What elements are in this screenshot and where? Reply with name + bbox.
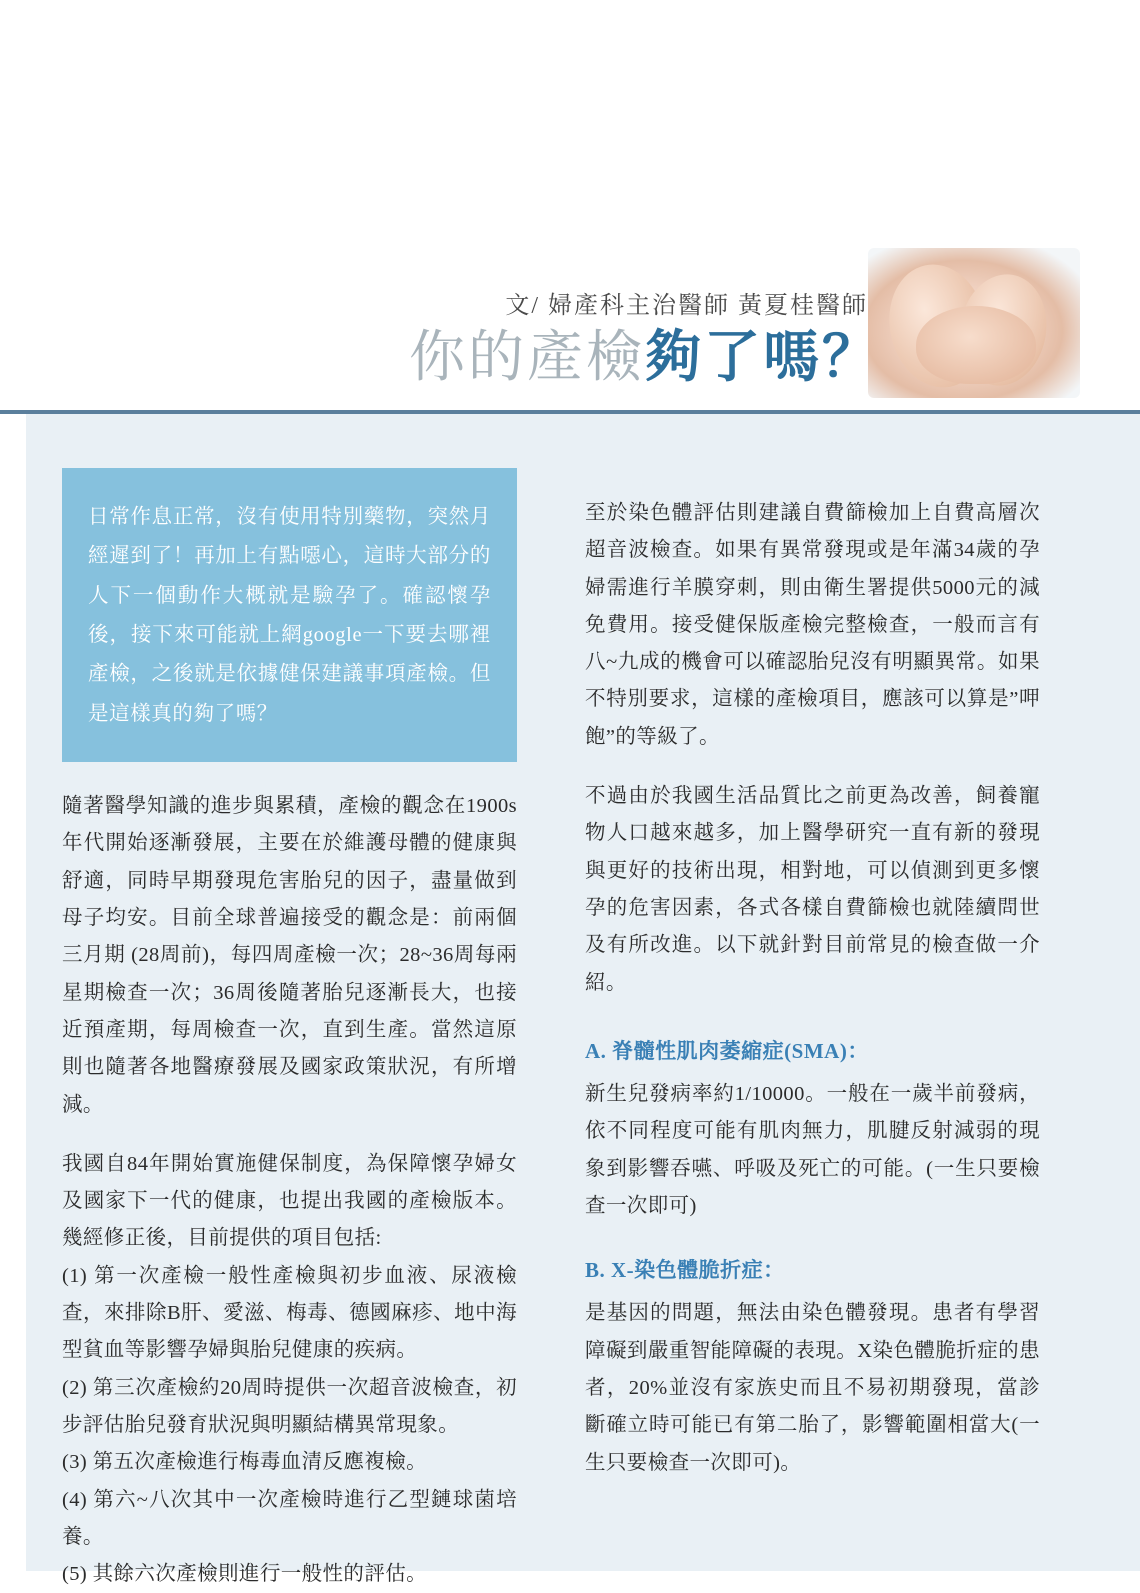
list-item: (4) 第六~八次其中一次產檢時進行乙型鏈球菌培養。 — [62, 1488, 517, 1548]
list-item: (5) 其餘六次產檢則進行一般性的評估。 — [62, 1563, 428, 1586]
baby-feet-photo — [868, 248, 1080, 398]
section-text-sma: 新生兒發病率約1/10000。一般在一歲半前發病，依不同程度可能有肌肉無力，肌腱反射減弱的現象到影響吞嚥、呼吸及死亡的可能。(一生只要檢查一次即可) — [585, 1083, 1040, 1217]
section-heading-sma: A. 脊髓性肌肉萎縮症(SMA)： — [585, 1038, 869, 1063]
page-title — [409, 327, 878, 389]
left-column — [62, 468, 517, 1593]
section-heading-fragile-x: B. X-染色體脆折症： — [585, 1258, 785, 1283]
article-header — [0, 0, 1140, 414]
right-column — [585, 495, 1040, 1504]
left-paragraph-1: 隨著醫學知識的進步與累積，產檢的觀念在1900s年代開始逐漸發展，主要在於維護母體的健康與舒適，同時早期發現危害胎兒的因子，盡量做到母子均安。目前全球普遍接受的觀念是：前兩個三月期 (28周前)，每四周產檢一次；28~36周每兩星期檢查一次；36周後隨著胎兒逐漸長大，也接近預產期，每周檢查一次，直到生產。當然這原則也隨著各地醫療發展及國家政策狀況，有所增減。 — [62, 795, 517, 1116]
left-margin-strip — [0, 414, 26, 1571]
list-item: (1) 第一次產檢一般性產檢與初步血液、尿液檢查，來排除B肝、愛滋、梅毒、德國麻疹、地中海型貧血等影響孕婦與胎兒健康的疾病。 — [62, 1264, 517, 1362]
byline: 文/ 婦產科主治醫師 黃夏桂醫師 — [505, 293, 868, 319]
section-text-fragile-x: 是基因的問題，無法由染色體發現。患者有學習障礙到嚴重智能障礙的表現。X染色體脆折症的患者，20%並沒有家族史而且不易初期發現，當診斷確立時可能已有第二胎了，影響範圍相當大(一生只要檢查一次即可)。 — [585, 1302, 1040, 1474]
list-item: (2) 第三次產檢約20周時提供一次超音波檢查，初步評估胎兒發育狀況與明顯結構異常現象。 — [62, 1376, 517, 1436]
callout-box: 日常作息正常，沒有使用特別藥物，突然月經遲到了！再加上有點噁心，這時大部分的人下一個動作大概就是驗孕了。確認懷孕後，接下來可能就上網google一下要去哪裡產檢，之後就是依據健保建議事項產檢。但是這樣真的夠了嗎？ — [62, 468, 517, 762]
page-title-part2: 夠了嗎 — [645, 327, 822, 389]
page-title-question-mark: ？ — [822, 327, 878, 389]
right-paragraph-2: 不過由於我國生活品質比之前更為改善，飼養寵物人口越來越多，加上醫學研究一直有新的發現與更好的技術出現，相對地，可以偵測到更多懷孕的危害因素，各式各樣自費篩檢也就陸續問世及有所改進。以下就針對目前常見的檢查做一介紹。 — [585, 785, 1040, 994]
left-paragraph-2: 我國自84年開始實施健保制度，為保障懷孕婦女及國家下一代的健康，也提出我國的產檢版本。幾經修正後，目前提供的項目包括: — [62, 1152, 517, 1250]
hand-shape — [916, 306, 1036, 384]
right-paragraph-1: 至於染色體評估則建議自費篩檢加上自費高層次超音波檢查。如果有異常發現或是年滿34歲的孕婦需進行羊膜穿刺，則由衛生署提供5000元的減免費用。接受健保版產檢完整檢查，一般而言有八~九成的機會可以確認胎兒沒有明顯異常。如果不特別要求，這樣的產檢項目，應該可以算是”呷飽”的等級了。 — [585, 502, 1040, 748]
list-item: (3) 第五次產檢進行梅毒血清反應複檢。 — [62, 1451, 428, 1474]
page-title-part1: 你的產檢 — [409, 327, 645, 389]
